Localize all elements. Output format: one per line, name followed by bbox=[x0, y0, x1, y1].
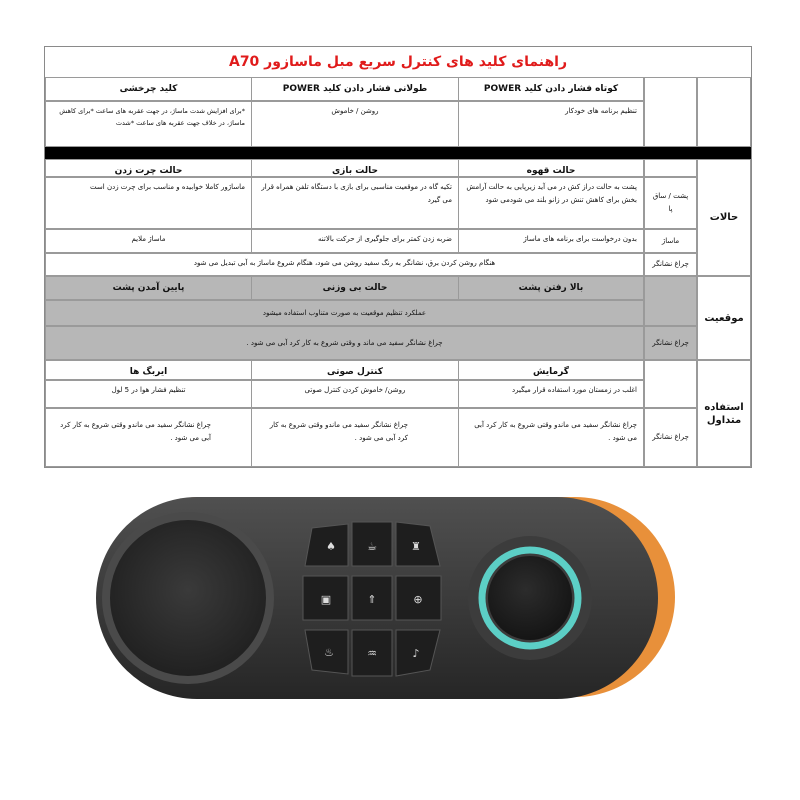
voice-control-desc: روشن/ خاموش کردن کنترل صوتی bbox=[251, 380, 459, 408]
coffee-mode-button[interactable] bbox=[352, 522, 392, 566]
zero-gravity-icon: ⊕ bbox=[413, 593, 423, 606]
massage-icon: ♠ bbox=[326, 540, 336, 553]
game-icon: ♜ bbox=[411, 540, 421, 553]
document-title: راهنمای کلید های کنترل سریع مبل ماسازور A70 bbox=[45, 47, 751, 78]
coffee-mode-header: حالت قهوه bbox=[458, 159, 644, 177]
game-massage-desc: ضربه زدن کمتر برای جلوگیری از حرکت بالاتنه bbox=[251, 229, 459, 253]
airbags-desc: تنظیم فشار هوا در 5 لول bbox=[45, 380, 252, 408]
states-indicator-label: چراغ نشانگر bbox=[644, 253, 697, 276]
airbags-indicator-desc: چراغ نشانگر سفید می ماندو وقتی شروع به کار کرد آبی می شود . bbox=[45, 408, 252, 467]
power-short-desc: تنظیم برنامه های خودکار bbox=[458, 101, 644, 147]
power-short-header: کوتاه فشار دادن کلید POWER bbox=[458, 77, 644, 101]
power-long-desc: روشن / خاموش bbox=[251, 101, 459, 147]
common-indicator-label: چراغ نشانگر bbox=[644, 408, 697, 467]
position-section-label: موقعیت bbox=[697, 276, 751, 360]
heating-indicator-desc: چراغ نشانگر سفید می ماندو وقتی شروع به کار کرد آبی می شود . bbox=[458, 408, 644, 467]
lumbar-button[interactable] bbox=[303, 576, 348, 620]
heat-icon: ♒ bbox=[367, 647, 377, 660]
zero-gravity-header: حالت بی وزنی bbox=[251, 276, 459, 300]
airbags-header: ایربگ ها bbox=[45, 360, 252, 380]
massage-row-label: ماساژ bbox=[644, 229, 697, 253]
voice-icon: ♪ bbox=[412, 647, 420, 660]
rotary-knob-header: کلید چرخشی bbox=[45, 77, 252, 101]
heating-header: گرمایش bbox=[458, 360, 644, 380]
power-rotary-knob[interactable] bbox=[488, 556, 572, 640]
back-down-header: پایین آمدن پشت bbox=[45, 276, 252, 300]
nap-button[interactable] bbox=[305, 630, 348, 674]
power-long-header: طولانی فشار دادن کلید POWER bbox=[251, 77, 459, 101]
heating-desc: اغلب در زمستان مورد استفاده قرار میگیرد bbox=[458, 380, 644, 408]
game-mode-desc: تکیه گاه در موقعیت مناسبی برای بازی با دستگاه تلفن همراه قرار می گیرد bbox=[251, 177, 459, 229]
states-indicator-desc: هنگام روشن کردن برق، نشانگر به رنگ سفید روشن می شود، هنگام شروع ماساژ به آبی تبدیل می شود bbox=[45, 253, 644, 276]
coffee-icon: ☕ bbox=[367, 540, 377, 553]
voice-indicator-desc: چراغ نشانگر سفید می ماندو وقتی شروع به کار کرد آبی می شود . bbox=[251, 408, 459, 467]
back-up-header: بالا رفتن پشت bbox=[458, 276, 644, 300]
coffee-massage-desc: بدون درخواست برای برنامه های ماساژ bbox=[458, 229, 644, 253]
position-indicator-desc: چراغ نشانگر سفید می ماند و وقتی شروع به کار کرد آبی می شود . bbox=[45, 326, 644, 360]
back-leg-label: پشت / ساق پا bbox=[644, 177, 697, 229]
coffee-mode-desc: پشت به حالت دراز کش در می آید زیرپایی به حالت آرامش بخش برای کاهش تنش در زانو بلند می شودمی شود bbox=[458, 177, 644, 229]
position-indicator-label: چراغ نشانگر bbox=[644, 326, 697, 360]
states-section-label: حالات bbox=[697, 159, 751, 276]
button-grid bbox=[303, 522, 441, 676]
massage-button[interactable] bbox=[305, 524, 348, 566]
rotary-knob-desc: *برای افزایش شدت ماساژ، در جهت عقربه های ساعت *برای کاهش ماساژ، در خلاف جهت عقربه های ساعت *شدت bbox=[45, 101, 252, 147]
back-up-button[interactable] bbox=[352, 576, 392, 620]
heat-button[interactable] bbox=[352, 630, 392, 676]
nap-icon: ♨ bbox=[324, 646, 334, 659]
zero-gravity-button[interactable] bbox=[396, 576, 441, 620]
common-section-label: استفاده متداول bbox=[697, 360, 751, 467]
nap-mode-header: حالت چرت زدن bbox=[45, 159, 252, 177]
massage-pad-left[interactable] bbox=[110, 520, 266, 676]
nap-mode-desc: ماساژور کاملا خوابیده و مناسب برای چرت زدن است bbox=[45, 177, 252, 229]
position-function-desc: عملکرد تنظیم موقعیت به صورت متناوب استفاده میشود bbox=[45, 300, 644, 326]
back-up-icon: ⇑ bbox=[367, 593, 377, 606]
game-mode-header: حالت بازی bbox=[251, 159, 459, 177]
nap-massage-desc: ماساژ ملایم bbox=[45, 229, 252, 253]
voice-control-header: کنترل صوتی bbox=[251, 360, 459, 380]
lumbar-icon: ▣ bbox=[320, 593, 332, 606]
